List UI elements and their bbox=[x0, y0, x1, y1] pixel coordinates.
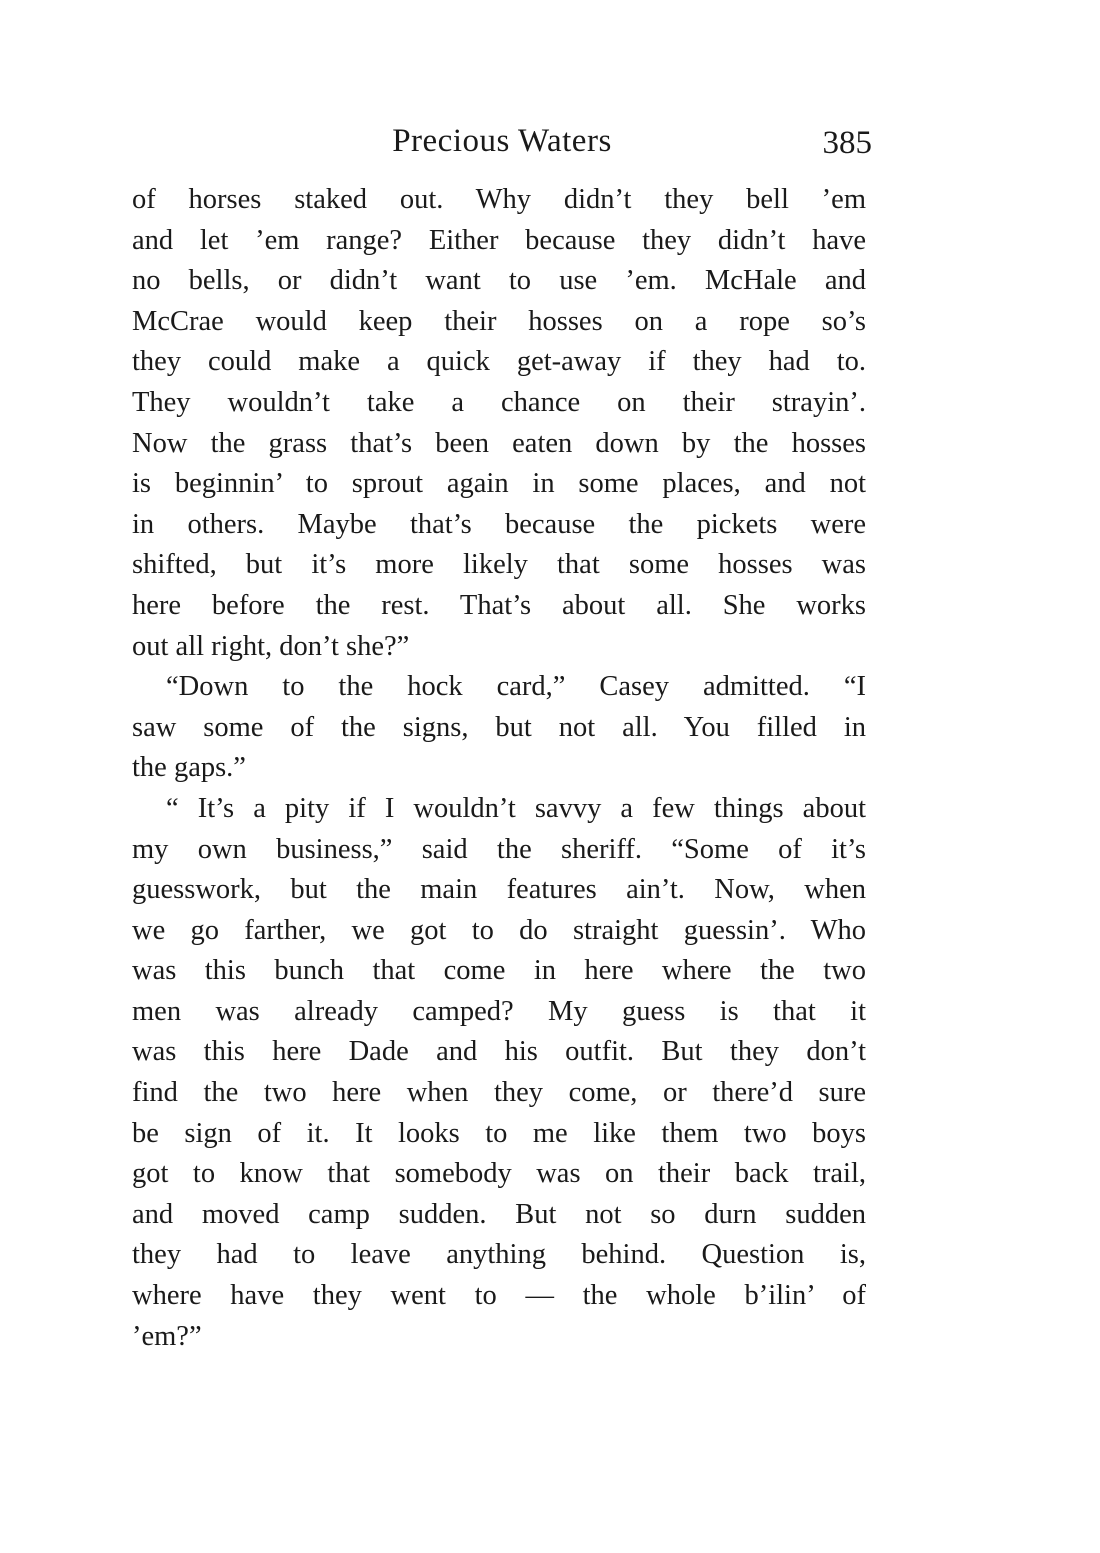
body-text bbox=[132, 180, 866, 1357]
text-line: is beginnin’ to sprout again in some places, and not bbox=[132, 468, 866, 500]
text-line: my own business,” said the sheriff. “Some of it’s bbox=[132, 833, 866, 865]
text-line: the gaps.” bbox=[132, 752, 246, 784]
text-line: be sign of it. It looks to me like them two boys bbox=[132, 1117, 866, 1149]
text-line: saw some of the signs, but not all. You filled in bbox=[132, 711, 866, 743]
text-line: was this bunch that come in here where the two bbox=[132, 955, 866, 987]
text-line: of horses staked out. Why didn’t they bell ’em bbox=[132, 184, 866, 215]
text-line: they could make a quick get-away if they had to. bbox=[132, 346, 866, 378]
text-line: Now the grass that’s been eaten down by the hosses bbox=[132, 427, 866, 459]
text-line: men was already camped? My guess is that it bbox=[132, 995, 866, 1027]
text-line: ’em?” bbox=[132, 1320, 202, 1352]
text-line: find the two here when they come, or there’d sure bbox=[132, 1077, 866, 1109]
text-line: got to know that somebody was on their back trail, bbox=[132, 1158, 866, 1190]
running-title: Precious Waters bbox=[392, 123, 612, 159]
text-line: in others. Maybe that’s because the pickets were bbox=[132, 508, 866, 540]
text-line: no bells, or didn’t want to use ’em. McHale and bbox=[132, 265, 866, 297]
text-line: here before the rest. That’s about all. She works bbox=[132, 589, 866, 621]
text-line: They wouldn’t take a chance on their strayin’. bbox=[132, 386, 866, 418]
text-line: guesswork, but the main features ain’t. Now, when bbox=[132, 874, 866, 906]
text-line: shifted, but it’s more likely that some hosses was bbox=[132, 549, 866, 581]
text-line: was this here Dade and his outfit. But they don’t bbox=[132, 1036, 866, 1068]
text-line: and moved camp sudden. But not so durn sudden bbox=[132, 1198, 866, 1230]
text-line: they had to leave anything behind. Question is, bbox=[132, 1239, 866, 1271]
text-line: where have they went to — the whole b’ilin’ of bbox=[132, 1280, 866, 1312]
text-line: we go farther, we got to do straight guessin’. Who bbox=[132, 914, 866, 946]
text-line: McCrae would keep their hosses on a rope so’s bbox=[132, 305, 866, 337]
text-line: and let ’em range? Either because they didn’t have bbox=[132, 224, 866, 256]
running-head bbox=[132, 116, 872, 166]
text-line: “Down to the hock card,” Casey admitted. “I bbox=[166, 671, 866, 703]
text-line: “ It’s a pity if I wouldn’t savvy a few things about bbox=[166, 792, 866, 824]
text-line: out all right, don’t she?” bbox=[132, 630, 410, 662]
page-number: 385 bbox=[822, 125, 872, 161]
